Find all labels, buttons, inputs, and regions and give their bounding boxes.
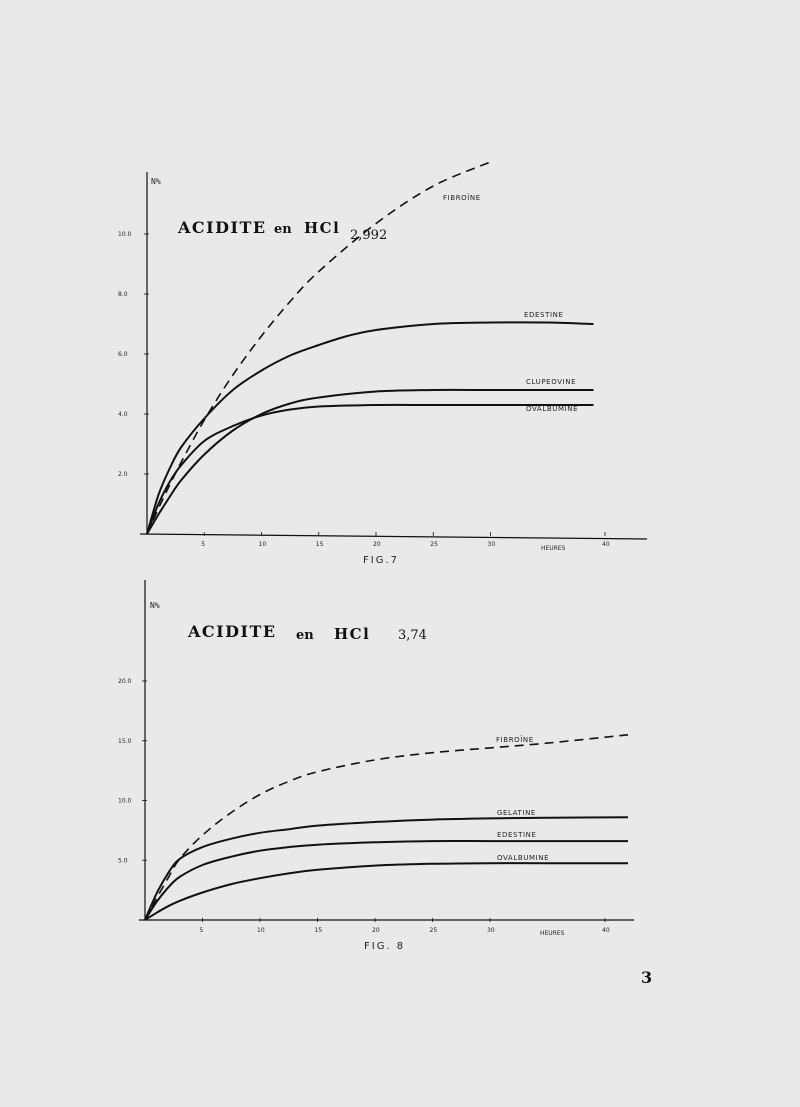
- fig8-series-label-gelatine: GELATINE: [497, 809, 536, 817]
- fig7-x-tick-label: 40: [602, 541, 610, 548]
- fig8-series-fibrone: [145, 735, 628, 920]
- fig7-x-tick-label: 5: [201, 541, 206, 548]
- fig8-title: [187, 622, 427, 643]
- fig7-series-label-clupeovine: CLUPEOVINE: [526, 378, 577, 386]
- fig8-x-tick-label: 30: [487, 927, 495, 934]
- fig8-x-axis-label: HEURES: [540, 930, 565, 937]
- fig7-y-tick-label: 4.0: [118, 411, 128, 418]
- fig8-series-edestine: [145, 841, 628, 920]
- fig7-x-tick-label: 10: [258, 541, 267, 548]
- fig8-y-tick-label: 20.0: [118, 678, 132, 685]
- fig7-title-en: en: [274, 222, 292, 237]
- fig8-title-acid: HCl: [334, 625, 371, 643]
- fig8-y-tick-label: 15.0: [118, 737, 132, 745]
- fig8-title-en: en: [296, 628, 314, 643]
- fig7-series-label-edestine: EDESTINE: [524, 311, 564, 319]
- fig7-series-label-fibrone: FIBROÏNE: [443, 194, 481, 202]
- fig8-title-value: 3,74: [398, 628, 427, 643]
- fig8-x-tick-label: 20: [372, 927, 380, 934]
- fig8-y-unit-label: N%: [150, 601, 160, 610]
- fig7-title-main: ACIDITE: [178, 218, 267, 237]
- fig8-y-tick-label: 5.0: [118, 857, 128, 865]
- fig8-x-tick-label: 10: [257, 927, 265, 934]
- fig7-y-tick-label: 8.0: [118, 291, 128, 298]
- fig7-y-tick-label: 2.0: [118, 471, 128, 478]
- fig7-x-axis-label: HEURES: [541, 545, 566, 552]
- fig8-x-tick-label: 15: [314, 927, 323, 934]
- fig8-series-ovalbumine: [145, 863, 628, 920]
- fig8-series-label-edestine: EDESTINE: [497, 831, 537, 839]
- fig8-series-gelatine: [145, 817, 628, 920]
- fig8-y-tick-label: 10.0: [118, 797, 132, 805]
- fig7-x-tick-label: 30: [487, 541, 496, 548]
- fig7-title-value: 2,992: [350, 228, 388, 243]
- fig8-x-tick-label: 40: [602, 927, 610, 934]
- fig7-title-acid: HCl: [304, 219, 341, 237]
- fig7-x-tick-label: 25: [430, 541, 438, 548]
- page-number: 3: [641, 968, 653, 987]
- fig8-x-tick-label: 5: [199, 927, 204, 934]
- fig8-series-label-ovalbumine: OVALBUMINE: [497, 854, 550, 862]
- fig8-caption: FIG. 8: [364, 941, 406, 952]
- fig7-y-tick-label: 6.0: [118, 351, 128, 358]
- fig8-title-main: ACIDITE: [188, 622, 277, 641]
- fig7-y-tick-label: 10.0: [118, 231, 132, 238]
- fig8-series-label-fibrone: FIBROÏNE: [496, 736, 534, 744]
- fig7-x-tick-label: 15: [315, 541, 324, 548]
- fig7-y-unit-label: N%: [151, 177, 161, 186]
- fig7-series-label-ovalbumine: OVALBUMINE: [526, 405, 579, 413]
- fig7-caption: FIG.7: [363, 555, 399, 566]
- fig8-x-tick-label: 25: [429, 927, 438, 934]
- fig7-x-tick-label: 20: [373, 541, 381, 548]
